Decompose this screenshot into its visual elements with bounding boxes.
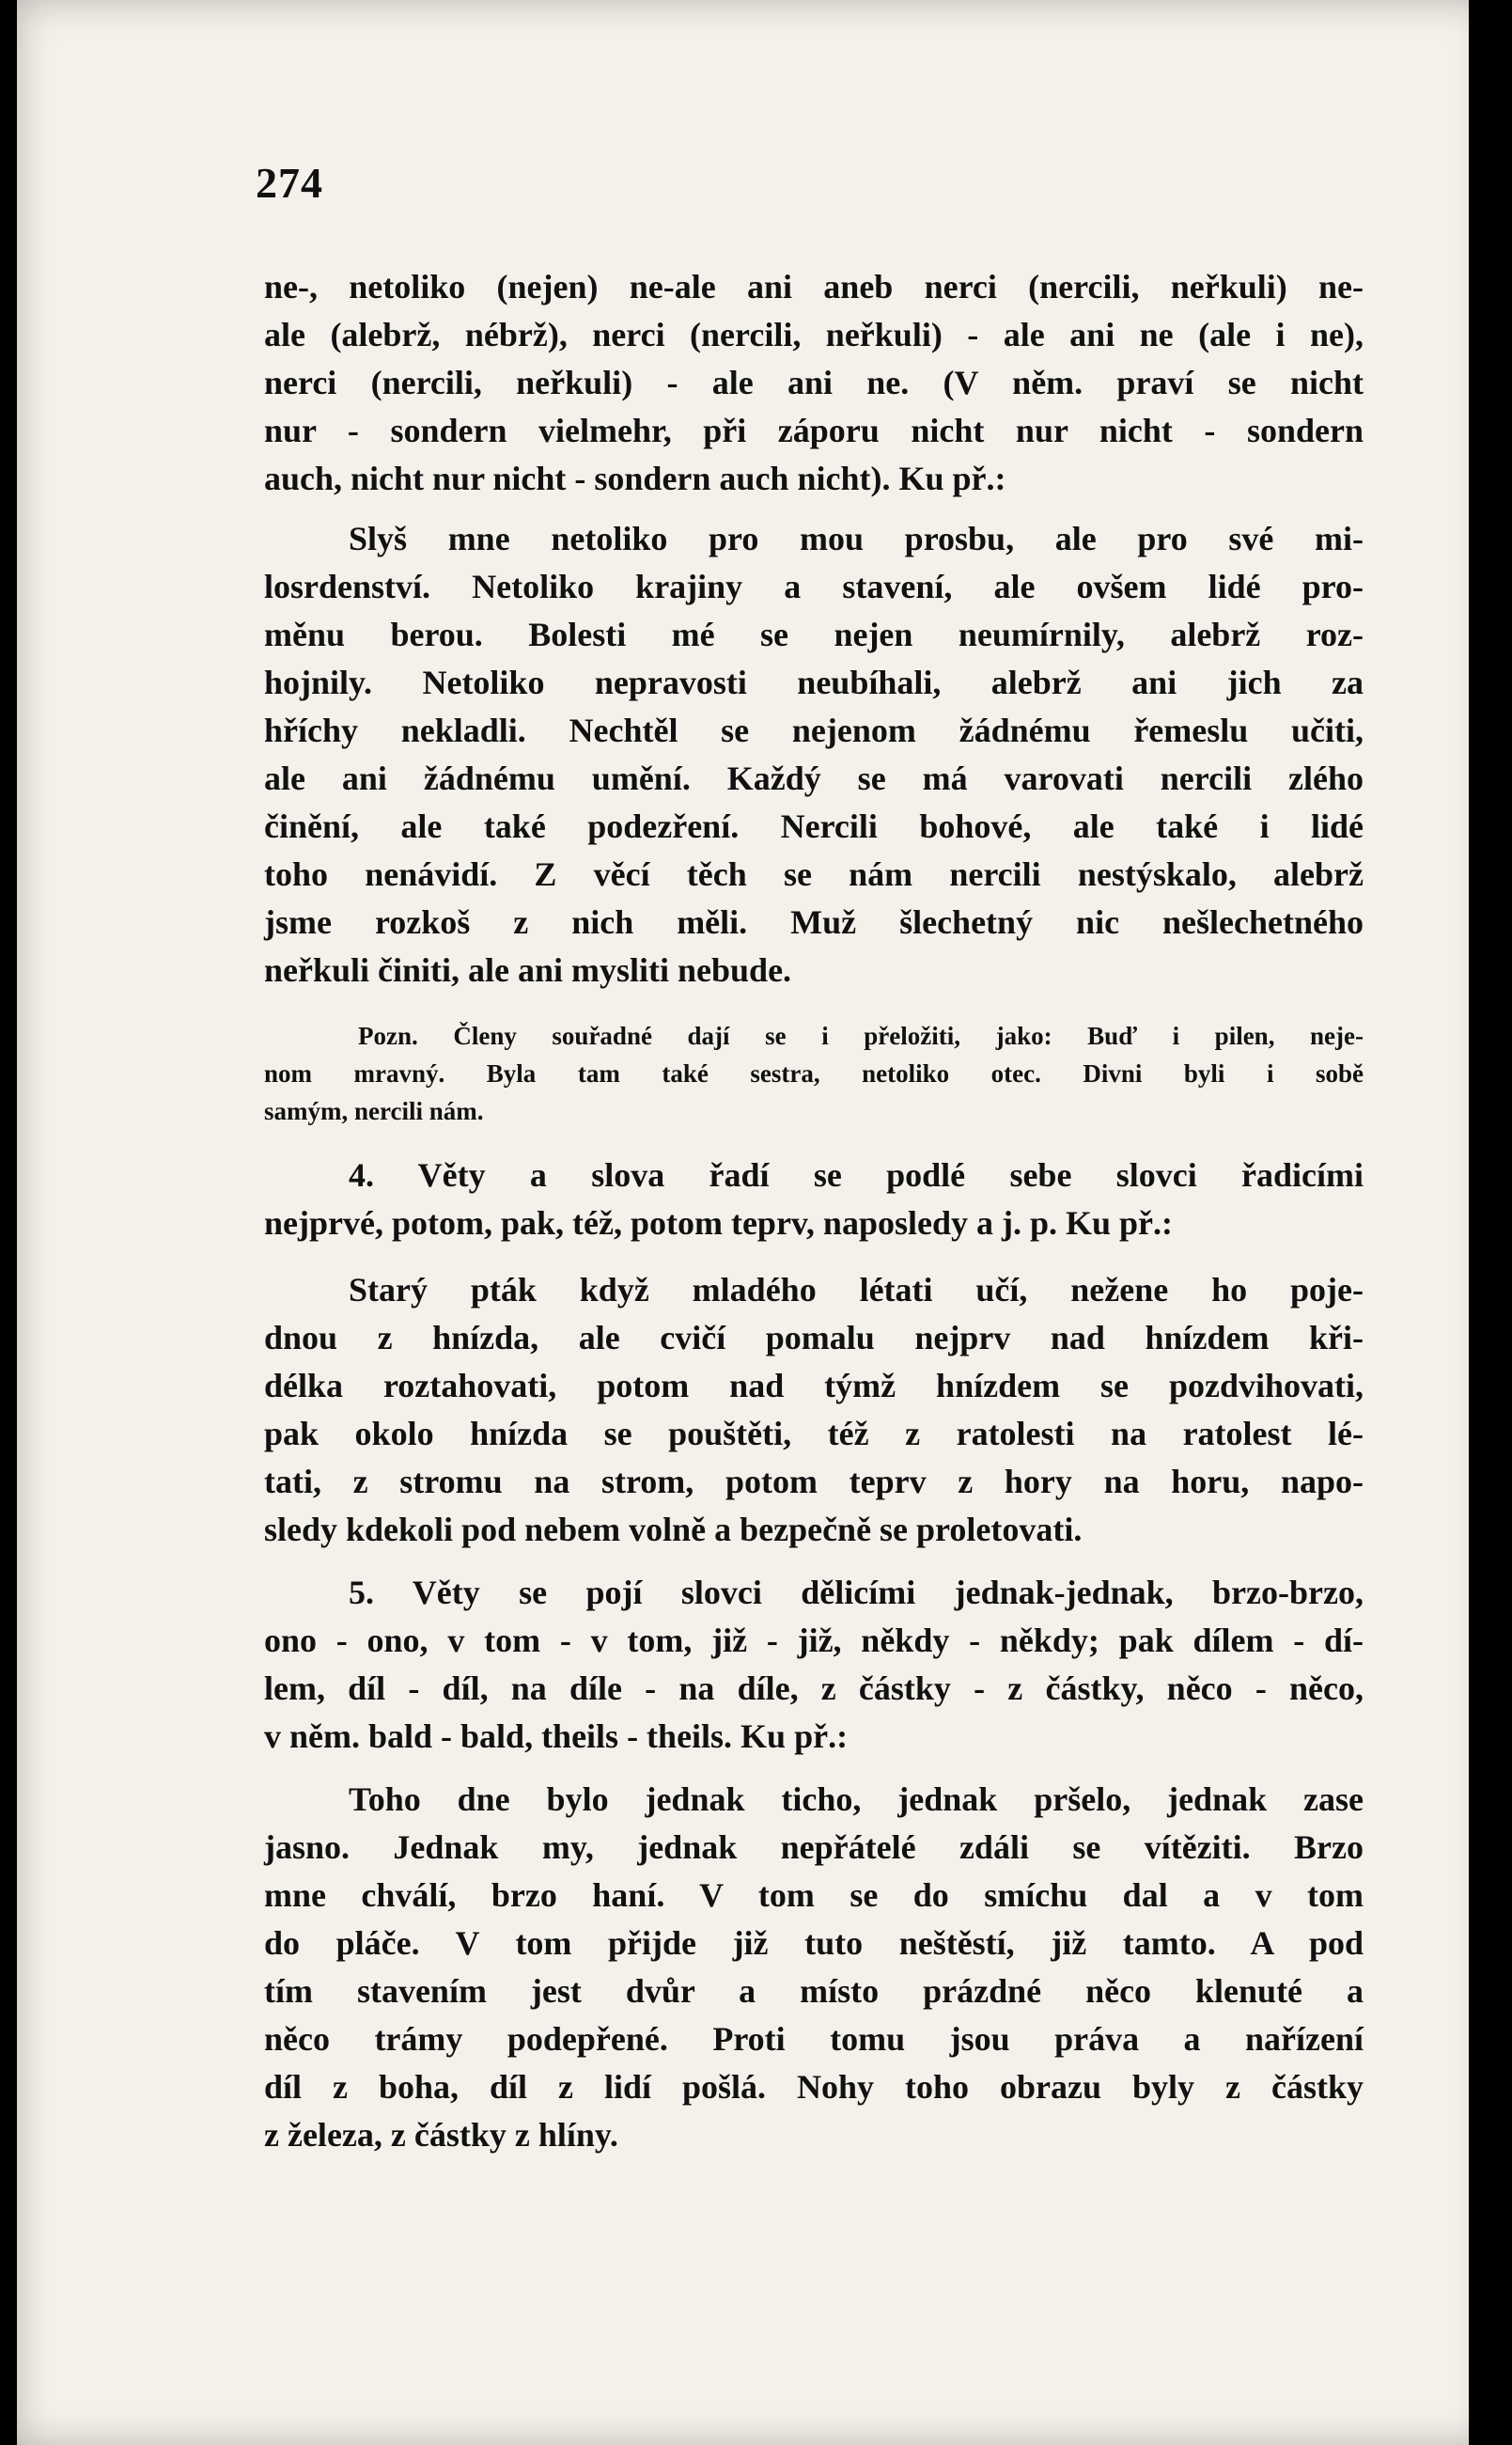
text-line: do pláče. V tom přijde již tuto neštěstí, již tamto. A pod xyxy=(264,1924,1364,1962)
text-line: 4. Věty a slova řadí se podlé sebe slovci řadicími xyxy=(349,1156,1364,1194)
text-line: v něm. bald - bald, theils - theils. Ku př.: xyxy=(264,1717,849,1755)
text-line: hojnily. Netoliko nepravosti neubíhali, alebrž ani jich za xyxy=(264,664,1364,701)
text-line: něco trámy podepřené. Proti tomu jsou práva a nařízení xyxy=(264,2020,1364,2058)
section-4-heading-paragraph xyxy=(264,1152,1364,1247)
note-line: Pozn. Členy souřadné dají se i přeložiti, jako: Buď i pilen, neje- xyxy=(358,1022,1364,1050)
text-line: hříchy nekladli. Nechtěl se nejenom žádnému řemeslu učiti, xyxy=(264,712,1364,749)
paragraph-conjunctions-intro xyxy=(264,263,1364,503)
text-line: toho nenávidí. Z věcí těch se nám nercili nestýskalo, alebrž xyxy=(264,855,1364,893)
section-5-heading-paragraph xyxy=(264,1569,1364,1761)
text-line: auch, nicht nur nicht - sondern auch nicht). Ku př.: xyxy=(264,460,1006,497)
text-line: nejprvé, potom, pak, též, potom teprv, naposledy a j. p. Ku př.: xyxy=(264,1204,1174,1242)
text-line: mne chválí, brzo haní. V tom se do smíchu dal a v tom xyxy=(264,1876,1364,1914)
text-line: pak okolo hnízda se pouštěti, též z ratolesti na ratolest lé- xyxy=(264,1415,1364,1452)
paragraph-examples-3 xyxy=(264,1776,1364,2159)
text-line: tati, z stromu na strom, potom teprv z hory na horu, napo- xyxy=(264,1463,1364,1500)
text-line: nur - sondern vielmehr, při záporu nicht nur nicht - sondern xyxy=(264,412,1364,449)
text-line: ale ani žádnému umění. Každý se má varovati nercili zlého xyxy=(264,760,1364,797)
text-line: měnu berou. Bolesti mé se nejen neumírnily, alebrž roz- xyxy=(264,616,1364,653)
text-line: lem, díl - díl, na díle - na díle, z částky - z částky, něco - něco, xyxy=(264,1669,1364,1707)
text-line: Slyš mne netoliko pro mou prosbu, ale pro své mi- xyxy=(349,520,1364,557)
page-number: 274 xyxy=(256,159,323,207)
text-line: dnou z hnízda, ale cvičí pomalu nejprv nad hnízdem kři- xyxy=(264,1319,1364,1356)
text-line: ne-, netoliko (nejen) ne-ale ani aneb nerci (nercili, neřkuli) ne- xyxy=(264,268,1364,306)
text-line: díl z boha, díl z lidí pošlá. Nohy toho obrazu byly z částky xyxy=(264,2068,1364,2106)
note-paragraph xyxy=(264,1017,1364,1130)
book-page xyxy=(17,0,1490,2445)
page-edge-shadow xyxy=(1469,0,1490,2445)
text-line: sledy kdekoli pod nebem volně a bezpečně se proletovati. xyxy=(264,1511,1083,1548)
text-line: činění, ale také podezření. Nercili bohové, ale také i lidé xyxy=(264,807,1364,845)
text-line: jasno. Jednak my, jednak nepřátelé zdáli se vítěziti. Brzo xyxy=(264,1828,1364,1866)
text-line: 5. Věty se pojí slovci dělicími jednak-jednak, brzo-brzo, xyxy=(349,1574,1364,1611)
text-line: losrdenství. Netoliko krajiny a stavení, ale ovšem lidé pro- xyxy=(264,568,1364,605)
text-line: nerci (nercili, neřkuli) - ale ani ne. (V něm. praví se nicht xyxy=(264,364,1364,401)
text-line: délka roztahovati, potom nad týmž hnízdem se pozdvihovati, xyxy=(264,1367,1364,1404)
text-line: z železa, z částky z hlíny. xyxy=(264,2116,618,2154)
note-line: samým, nercili nám. xyxy=(264,1097,484,1125)
text-line: Toho dne bylo jednak ticho, jednak pršelo, jednak zase xyxy=(349,1780,1364,1818)
text-line: ono - ono, v tom - v tom, již - již, někdy - někdy; pak dílem - dí- xyxy=(264,1622,1364,1659)
text-line: neřkuli činiti, ale ani mysliti nebude. xyxy=(264,951,792,989)
paragraph-examples-2 xyxy=(264,1266,1364,1554)
text-line: Starý pták když mladého létati učí, nežene ho poje- xyxy=(349,1271,1364,1309)
note-line: nom mravný. Byla tam také sestra, netoliko otec. Divni byli i sobě xyxy=(264,1059,1364,1088)
paragraph-examples-1 xyxy=(264,515,1364,995)
text-line: tím stavením jest dvůr a místo prázdné něco klenuté a xyxy=(264,1972,1364,2010)
text-line: jsme rozkoš z nich měli. Muž šlechetný nic nešlechetného xyxy=(264,903,1364,941)
text-line: ale (alebrž, nébrž), nerci (nercili, neřkuli) - ale ani ne (ale i ne), xyxy=(264,316,1364,353)
